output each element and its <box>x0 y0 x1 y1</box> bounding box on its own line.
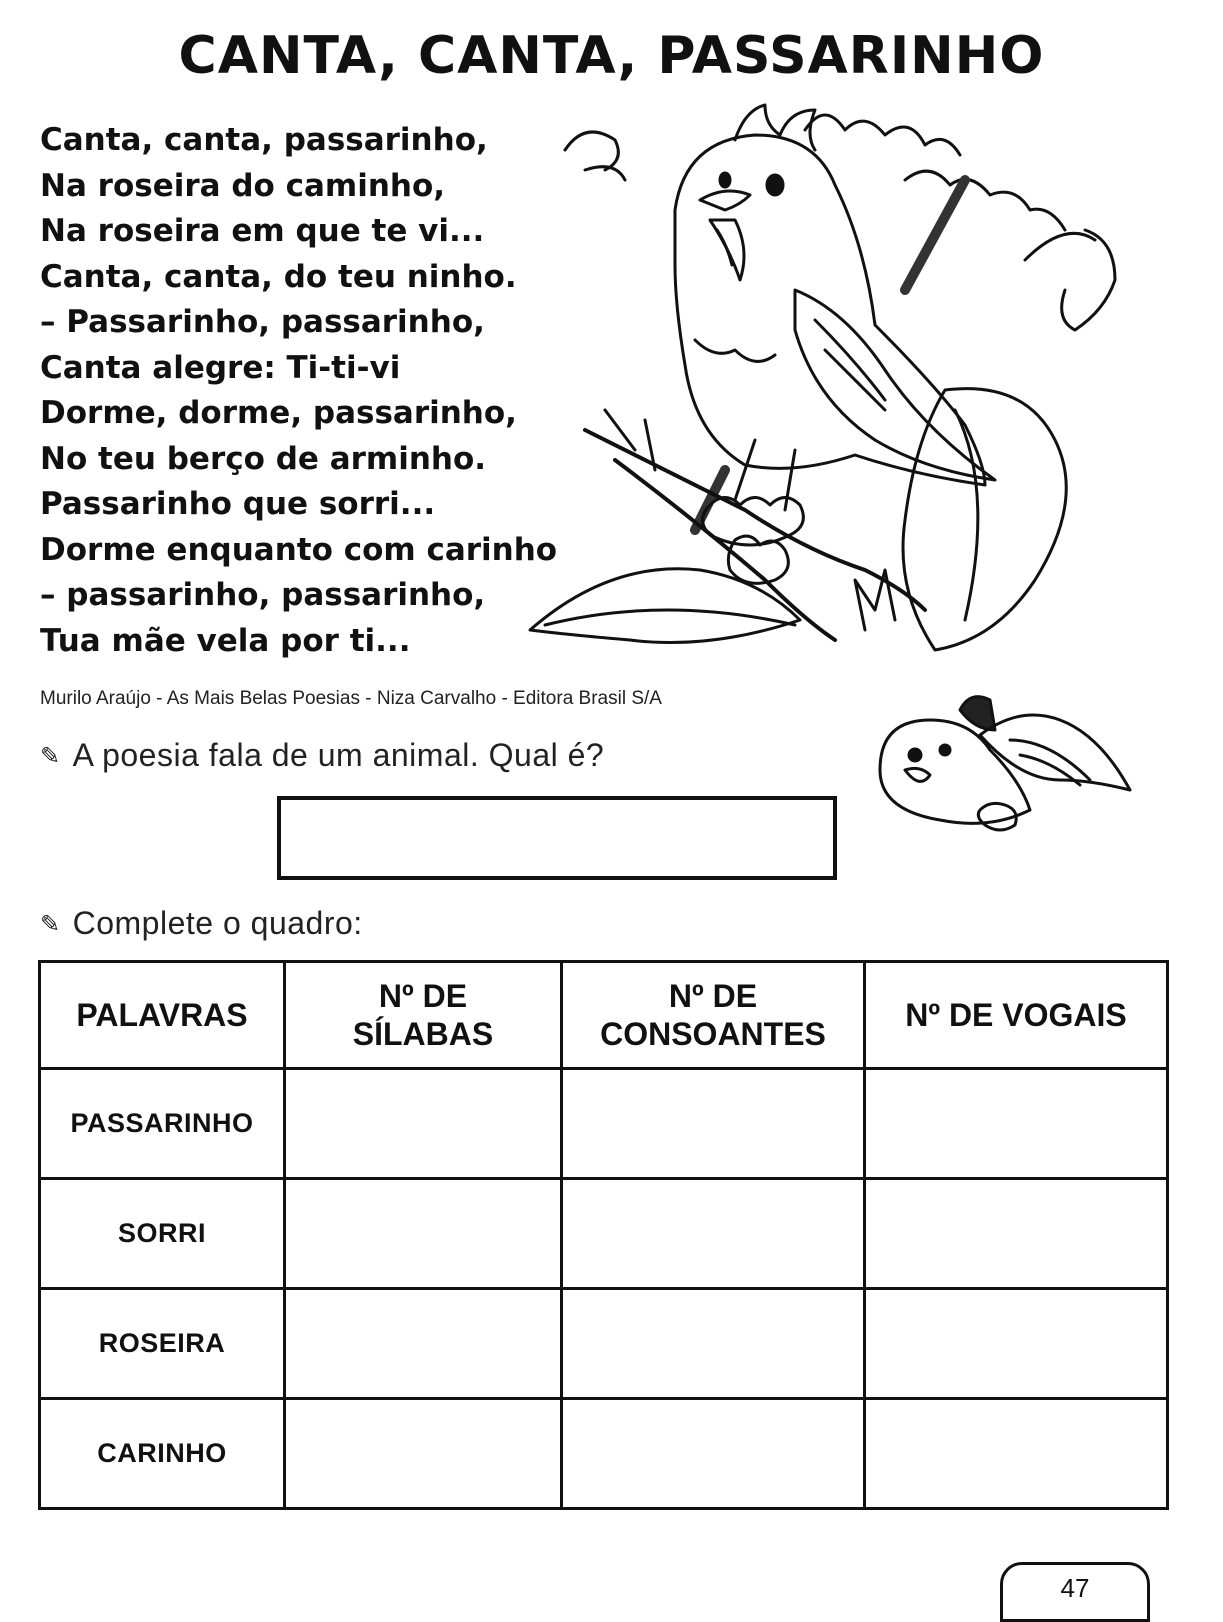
page-title: CANTA, CANTA, PASSARINHO <box>178 26 1045 86</box>
table-header-row <box>40 962 1168 1069</box>
poem-line: Tua mãe vela por ti... <box>40 622 411 659</box>
header-line: Nº DE <box>378 978 468 1014</box>
header-palavras <box>40 962 285 1069</box>
poem-line: No teu berço de arminho. <box>40 440 487 477</box>
vowels-cell[interactable] <box>865 1179 1168 1289</box>
answer-box[interactable] <box>277 796 837 880</box>
word-cell: SORRI <box>40 1179 285 1289</box>
syllables-cell[interactable] <box>285 1289 562 1399</box>
poem-line: Canta, canta, do teu ninho. <box>40 258 517 295</box>
word-cell: CARINHO <box>40 1399 285 1509</box>
word-analysis-table <box>38 960 1169 1510</box>
consonants-cell[interactable] <box>562 1179 865 1289</box>
poem-line: Dorme, dorme, passarinho, <box>40 395 517 431</box>
source-credit: Murilo Araújo - As Mais Belas Poesias - Niza Carvalho - Editora Brasil S/A <box>40 688 662 709</box>
vowels-cell[interactable] <box>865 1289 1168 1399</box>
page-number: 47 <box>1000 1562 1150 1622</box>
table-row <box>40 1289 1168 1399</box>
syllables-cell[interactable] <box>285 1179 562 1289</box>
poem-line: – passarinho, passarinho, <box>40 577 486 613</box>
poem <box>40 118 557 664</box>
poem-line: Na roseira do caminho, <box>40 167 446 204</box>
table-row <box>40 1179 1168 1289</box>
poem-line: Na roseira em que te vi... <box>40 213 485 249</box>
poem-line: – Passarinho, passarinho, <box>40 304 485 340</box>
poem-line: Canta alegre: Ti-ti-vi <box>40 349 401 386</box>
word-cell: PASSARINHO <box>40 1069 285 1179</box>
header-consoantes <box>562 962 865 1069</box>
vowels-cell[interactable] <box>865 1399 1168 1509</box>
table-row <box>40 1399 1168 1509</box>
poem-line: Passarinho que sorri... <box>40 486 436 522</box>
word-cell: ROSEIRA <box>40 1289 285 1399</box>
header-line: PALAVRAS <box>76 997 248 1033</box>
header-line: Nº DE VOGAIS <box>905 997 1127 1033</box>
pencil-icon: ✎ <box>40 743 61 770</box>
flying-bird-illustration <box>860 680 1140 860</box>
question-1 <box>40 737 604 774</box>
pencil-icon: ✎ <box>40 911 61 938</box>
header-silabas <box>285 962 562 1069</box>
consonants-cell[interactable] <box>562 1399 865 1509</box>
header-line: Nº DE <box>668 978 758 1014</box>
question-2 <box>40 905 363 942</box>
syllables-cell[interactable] <box>285 1399 562 1509</box>
header-vogais <box>865 962 1168 1069</box>
vowels-cell[interactable] <box>865 1069 1168 1179</box>
question-2-text: Complete o quadro: <box>72 905 363 941</box>
question-1-text: A poesia fala de um animal. Qual é? <box>72 737 605 773</box>
singing-bird-illustration <box>525 90 1175 660</box>
consonants-cell[interactable] <box>562 1289 865 1399</box>
header-line: SÍLABAS <box>352 1016 494 1052</box>
poem-line: Dorme enquanto com carinho <box>40 531 558 568</box>
syllables-cell[interactable] <box>285 1069 562 1179</box>
header-line: CONSOANTES <box>600 1016 826 1052</box>
poem-line: Canta, canta, passarinho, <box>40 122 488 158</box>
consonants-cell[interactable] <box>562 1069 865 1179</box>
table-row <box>40 1069 1168 1179</box>
